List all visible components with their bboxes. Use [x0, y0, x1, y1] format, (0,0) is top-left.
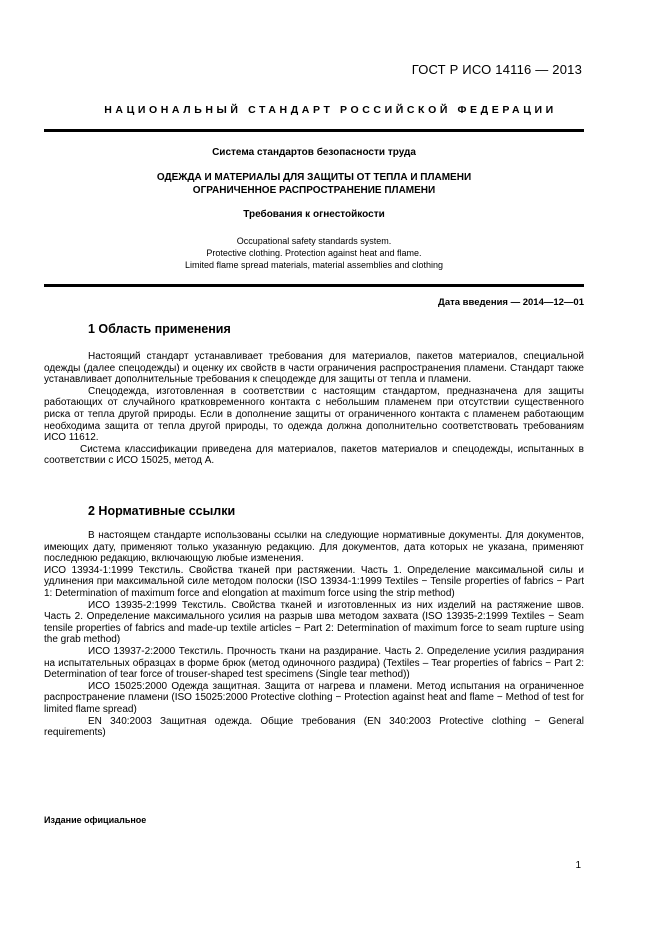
english-title-line-3: Limited flame spread materials, material assemblies and clothing [184, 260, 444, 270]
top-divider [44, 129, 584, 132]
introduction-date: Дата введения — 2014—12—01 [438, 297, 584, 308]
paragraph: Настоящий стандарт устанавливает требования для материалов, пакетов материалов, специальной одежды (далее спецодежды) и оценку их свойств в части ограничения распространения пламени. Стандарт также устанавливает дополнительные требования к спецодежде для защиты от тепла и пламени. [44, 351, 584, 386]
section-1-body [44, 351, 584, 467]
title-line-1: ОДЕЖДА И МАТЕРИАЛЫ ДЛЯ ЗАЩИТЫ ОТ ТЕПЛА И ПЛАМЕНИ [156, 172, 472, 183]
title-line-2: ОГРАНИЧЕННОЕ РАСПРОСТРАНЕНИЕ ПЛАМЕНИ [192, 184, 436, 196]
english-title-line-1: Occupational safety standards system. [236, 236, 392, 246]
national-standard-heading: НАЦИОНАЛЬНЫЙ СТАНДАРТ РОССИЙСКОЙ ФЕДЕРАЦИИ [104, 104, 557, 116]
reference-item: ИСО 13937-2:2000 Текстиль. Прочность ткани на раздирание. Часть 2. Определение усилия раздирания на испытательных образцах в форме брюк (метод одиночного раздира) (Textiles – Tear properties of fabrics − Part 2: Determination of tear force of trouser-shaped test specimens (Single tear method)) [44, 645, 584, 681]
bottom-divider [44, 284, 584, 287]
reference-item: ИСО 15025:2000 Одежда защитная. Защита от нагрева и пламени. Метод испытания на ограниченное распространение пламени (ISO 15025:2000 Protective clothing − Protection against heat and flame − Method of test for limited flame spread) [44, 680, 584, 715]
english-title-line-2: Protective clothing. Protection against heat and flame. [206, 248, 422, 258]
page-number: 1 [575, 860, 581, 871]
official-edition-label: Издание официальное [44, 815, 147, 825]
reference-item: ИСО 13934-1:1999 Текстиль. Свойства тканей при растяжении. Часть 1. Определение максимальной силы и удлинения при максимальной силе методом полоски (ISO 13934-1:1999 Textiles − Tensile properties of fabrics − Part 1: Determination of maximum force and elongation at maximum force using the strip method) [44, 564, 584, 599]
paragraph: Система классификации приведена для материалов, пакетов материалов и спецодежды, испытанных в соответствии с ИСО 15025, метод А. [44, 443, 584, 467]
section-2-heading: 2 Нормативные ссылки [88, 504, 236, 518]
reference-item: EN 340:2003 Защитная одежда. Общие требования (EN 340:2003 Protective clothing − General requirements) [44, 715, 584, 739]
standards-series: Система стандартов безопасности труда [212, 147, 416, 158]
paragraph: Спецодежда, изготовленная в соответствии с настоящим стандартом, предназначена для защиты работающих от случайного кратковременного контакта с небольшим пламенем при отсутствии существенного риска от тепла другой природы. Если в дополнение защиты от ограниченного контакта с пламенем работающим необходима защита от тепла другой природы, то одежда должна дополнительно соответствовать требованиям ИСО 11612. [44, 385, 584, 444]
reference-item: ИСО 13935-2:1999 Текстиль. Свойства тканей и изготовленных из них изделий на растяжение швов. Часть 2. Определение максимального усилия на разрыв шва методом захвата (ISO 13935-2:1999 Textiles − Seam tensile properties of fabrics and made-up textile articles − Part 2: Determination of maximum force to seam rupture using the grab method) [44, 599, 584, 646]
document-code: ГОСТ Р ИСО 14116 — 2013 [411, 62, 582, 77]
document-subtitle: Требования к огнестойкости [243, 209, 385, 220]
section-2-body [44, 530, 584, 739]
section-1-heading: 1 Область применения [88, 322, 231, 336]
document-title [44, 172, 584, 197]
english-title [44, 235, 584, 271]
paragraph: В настоящем стандарте использованы ссылки на следующие нормативные документы. Для документов, имеющих дату, применяют только указанную редакцию. Для документов, дата которых не указана, применяют последнюю редакцию, включающую любые изменения. [44, 530, 584, 565]
